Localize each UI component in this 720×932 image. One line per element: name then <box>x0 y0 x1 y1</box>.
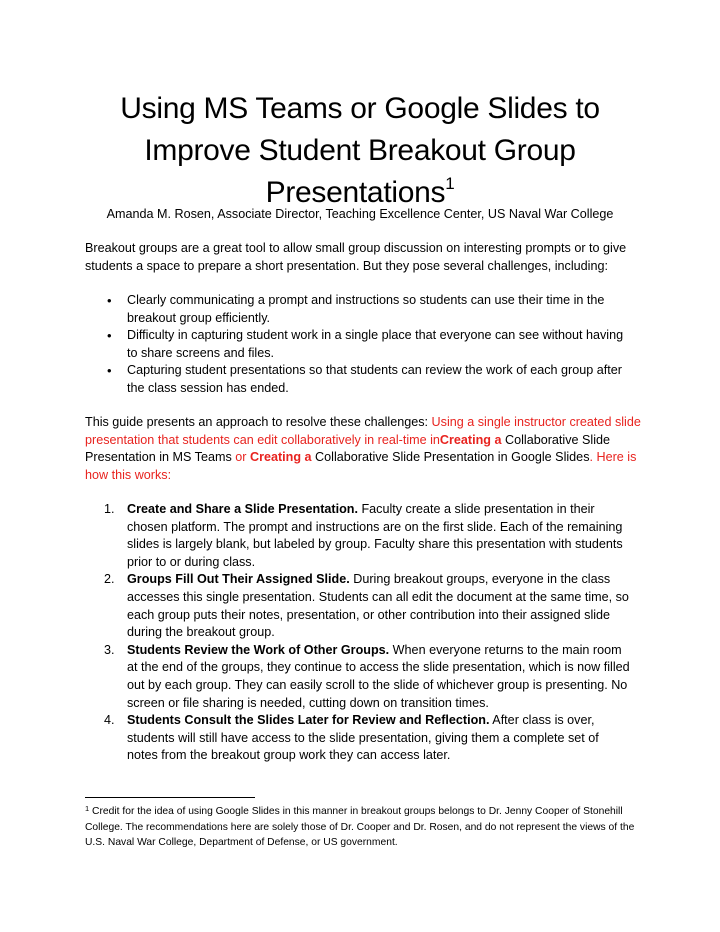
guide-red-text: Using a single instructor created slide presentation that students can edit collaboratively in real-time in <box>85 415 641 447</box>
guide-red-or: or <box>231 450 250 465</box>
step-text: When everyone returns to the main room at the end of the groups, they continue to access the slide presentation, which is now filled out by each group. They can easily scroll to the slide of whichever group is presenting. No screen or file sharing is needed, cutting down on transition times. <box>127 642 630 710</box>
step-heading: Create and Share a Slide Presentation. <box>127 502 358 516</box>
list-item <box>85 712 630 765</box>
guide-lead: This guide presents an approach to resolve these challenges: <box>85 415 432 429</box>
list-item: • Clearly communicating a prompt and instructions so students can use their time in the breakout group efficiently. <box>85 292 630 327</box>
document-title <box>60 88 660 214</box>
author-line: Amanda M. Rosen, Associate Director, Teaching Excellence Center, US Naval War College <box>106 207 614 221</box>
step-number: 1. <box>104 502 115 516</box>
list-item <box>85 571 630 641</box>
guide-paragraph <box>85 414 645 484</box>
step-number: 3. <box>104 642 115 657</box>
step-number: 4. <box>104 713 115 728</box>
title-line-3: Presentations <box>265 176 446 209</box>
guide-slides-link-text[interactable]: Collaborative Slide Presentation in Google Slides <box>311 450 590 465</box>
step-heading: Students Consult the Slides Later for Review and Reflection. <box>127 713 490 728</box>
footnote-divider <box>85 797 255 798</box>
footnote-mark: 1 <box>85 804 90 813</box>
intro-paragraph: Breakout groups are a great tool to allow small group discussion on interesting prompts or to give students a space to prepare a short presentation. But they pose several challenges, including: <box>85 241 627 273</box>
title-footnote-mark[interactable]: 1 <box>445 174 455 193</box>
guide-teams-link-text[interactable]: Collaborative Slide Presentation in MS Teams <box>85 432 611 465</box>
step-text: After class is over, students will still have access to the slide presentation, giving them a complete set of notes from the breakout group work they can access later. <box>127 713 599 763</box>
step-text: Faculty create a slide presentation in their chosen platform. The prompt and instructions are on the first slide. Each of the remaining slides is largely blank, but labeled by group. Faculty share this presentation with students prior to or during class. <box>127 502 623 569</box>
steps-list <box>85 501 630 765</box>
step-text: During breakout groups, everyone in the class accesses this single presentation. Students can all edit the document at the same time, so each group puts their notes, presentation, or other contribution into their assigned slide during the breakout group. <box>127 572 629 640</box>
step-heading: Groups Fill Out Their Assigned Slide. <box>127 572 350 587</box>
guide-bold-red-2[interactable]: Creating a <box>249 450 312 465</box>
list-item: • Capturing student presentations so that students can review the work of each group after the class session has ended. <box>85 362 630 397</box>
list-item <box>85 642 630 712</box>
step-heading: Students Review the Work of Other Groups. <box>127 642 390 657</box>
title-line-1: Using MS Teams or Google Slides to <box>120 92 600 125</box>
guide-bold-red-1[interactable]: Creating a <box>439 432 502 447</box>
footnote <box>85 804 645 851</box>
title-line-2: Improve Student Breakout Group <box>144 134 576 167</box>
challenges-list <box>85 292 630 398</box>
list-item <box>85 501 630 571</box>
footnote-text: Credit for the idea of using Google Slides in this manner in breakout groups belongs to Dr. Jenny Cooper of Stonehill College. The recommendations here are solely those of Dr. Cooper and Dr. Rosen, and do not represent the views of the U.S. Naval War College, Department of Defense, or US government. <box>85 806 635 849</box>
step-number: 2. <box>104 572 115 587</box>
guide-red-end: . Here is how this works: <box>85 450 637 482</box>
list-item: • Difficulty in capturing student work in a single place that everyone can see without having to share screens and files. <box>85 327 630 362</box>
